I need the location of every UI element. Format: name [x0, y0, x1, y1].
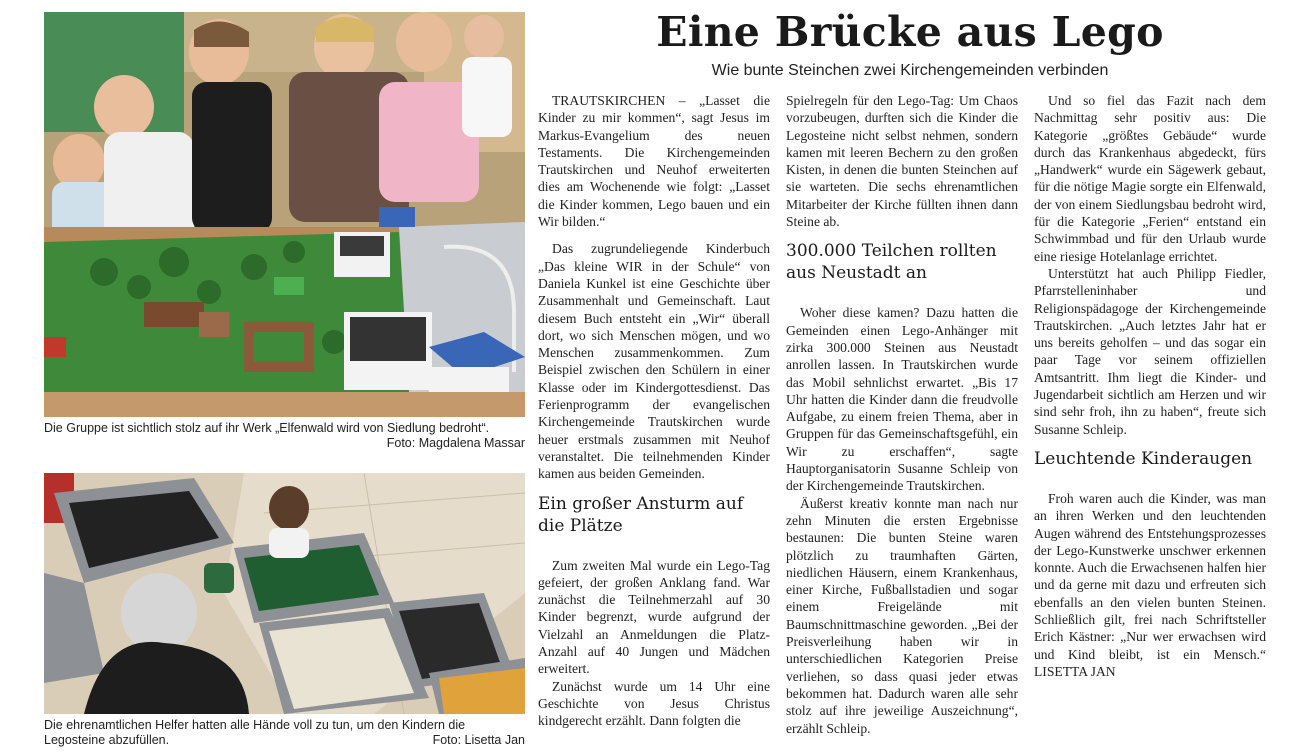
photo-bottom-caption-text: Die ehrenamtlichen Helfer hatten alle Hände voll zu tun, um den Kindern die Legosteine abzufüllen. [44, 718, 466, 747]
paragraph: TRAUTSKIRCHEN – „Lasset die Kinder zu mir kommen“, sagt Jesus im Markus-Evangelium des neuen Testaments. Die Kirchengemeinden Trautskirchen und Neuhof erweiterten dies am Wochenende wie folgt: „Lasset die Kinder kommen, Lego bauen und ein Wir bilden.“ [538, 93, 770, 230]
paragraph: Froh waren auch die Kinder, was man an ihren Werken und den leuchtenden Augen während des Entstehungsprozesses der Lego-Kunstwerke unschwer erkennen konnte. Auch die Erwachsenen halfen hier und da gerne mit dazu und erfreuten sich ebenfalls an den vielen bunten Steinen. Schließlich gilt, frei nach Schriftsteller Erich Kästner: „Nur wer erwachsen wird und Kind bleibt, ist ein Mensch.“ LISETTA JAN [1034, 490, 1266, 679]
section-heading: 300.000 Teilchen rollten aus Neustadt an [786, 241, 997, 284]
paragraph: Woher diese kamen? Dazu hatten die Gemeinden einen Lego-Anhänger mit zirka 300.000 Steinen aus Neustadt anrollen lassen. In Trautskirchen wurde das Mobil sehnlichst erwartet. „Bis 17 Uhr hatten die Kinder dann die freudvolle Aufgabe, zu einem freien Thema, aber in Gruppen für das Gemeinschaftsgefühl, ein Wir zu erschaffen“, sagte Hauptorganisatorin Susanne Schleip von der Kirchengemeinde Trautskirchen. [786, 305, 1018, 494]
photo-kids-lego-landscape [44, 12, 525, 417]
paragraph: Und so fiel das Fazit nach dem Nachmittag sehr positiv aus: Die Kategorie „größtes Gebäude“ wurde durch das Krankenhaus abgedeckt, fürs „Handwerk“ wurde ein Sägewerk gebaut, für die nötige Magie sorgte ein Elfenwald, der von einem Siedlungsbau bedroht wird, für die Kategorie „Ferien“ entstand ein Schwimmbad und für den Urlaub wurde eine riesige Hotelanlage errichtet. [1034, 93, 1266, 264]
article-column-1 [538, 92, 770, 730]
article-column-2 [786, 92, 1018, 737]
article-column-3 [1034, 92, 1266, 680]
paragraph: Das zugrundeliegende Kinderbuch „Das kleine WIR in der Schule“ von Daniela Kunkel ist eine Geschichte über Zusammenhalt und Gemeinschaft. Laut diesem Buch entsteht ein „Wir“ überall dort, wo sich Menschen mögen, und wo Menschen zusammenkommen. Zum Beispiel zwischen den Schülern in einer Klasse oder im Kindergottesdienst. Das Ferienprogramm der evangelischen Kirchengemeinde Trautskirchen wurde heuer erstmals zusammen mit Neuhof veranstaltet. Die teilnehmenden Kinder kamen aus beiden Gemeinden. [538, 241, 770, 482]
section-heading: Leuchtende Kinderaugen [1034, 448, 1253, 469]
paragraph: Äußerst kreativ konnte man nach nur zehn Minuten die ersten Ergebnisse bestaunen: Die bunten Steine waren plötzlich zu traumhaften Gärten, niedlichen Häusern, einem Krankenhaus, einer Kirche, Fußballstadien und sogar einem Freigelände mit Baumschnittmaschine geworden. „Bei der Preisverleihung haben wir in unterschiedlichen Kategorien Preise verliehen, so dass quasi jeder etwas bekommen hat. Dadurch waren alle sehr stolz auf ihre jeweilige Auszeichnung“, erzählt Schleip. [786, 495, 1018, 736]
photo-top-caption [44, 421, 525, 451]
photo-top-credit: Foto: Magdalena Massar [386, 436, 525, 450]
photo-top-caption-text: Die Gruppe ist sichtlich stolz auf ihr Werk „Elfenwald wird von Siedlung bedroht“. [44, 421, 490, 435]
section-heading: Ein großer Ansturm auf die Plätze [538, 493, 744, 536]
paragraph: Spielregeln für den Lego-Tag: Um Chaos vorzubeugen, durften sich die Kinder die Legosteine nicht selbst nehmen, sondern kamen mit leeren Bechern zu den großen Kisten, in denen die bunten Steinchen auf sie warteten. Die sechs ehrenamtlichen Mitarbeiter der Kirche füllten ihnen dann Steine ab. [786, 93, 1018, 230]
article-subheadline: Wie bunte Steinchen zwei Kirchengemeinden verbinden [711, 62, 1109, 79]
paragraph: Zunächst wurde um 14 Uhr eine Geschichte von Jesus Christus kindgerecht erzählt. Dann folgten die [538, 678, 770, 729]
photo-volunteers-lego-boxes [44, 473, 525, 714]
photo-bottom-credit: Foto: Lisetta Jan [432, 733, 525, 747]
photo-bottom-caption [44, 718, 525, 748]
paragraph: Zum zweiten Mal wurde ein Lego-Tag gefeiert, der großen Anklang fand. War zunächst die Teilnehmerzahl auf 30 Kinder begrenzt, wurde aufgrund der Vielzahl an Anmeldungen die Platz-Anzahl auf 40 Jungen und Mädchen erweitert. [538, 557, 770, 677]
paragraph: Unterstützt hat auch Philipp Fiedler, Pfarrstelleninhaber und Religionspädagoge der Kirchengemeinde Trautskirchen. „Auch letztes Jahr hat er uns bereits geholfen – und das sogar ein paar Tage vor seinem offiziellen Amtsantritt. Ihm liegt die Kinder- und Jugendarbeit sichtlich am Herzen und wir sind sehr froh, ihn zu haben“, freute sich Susanne Schleip. [1034, 265, 1266, 437]
article-headline: Eine Brücke aus Lego [656, 8, 1164, 56]
